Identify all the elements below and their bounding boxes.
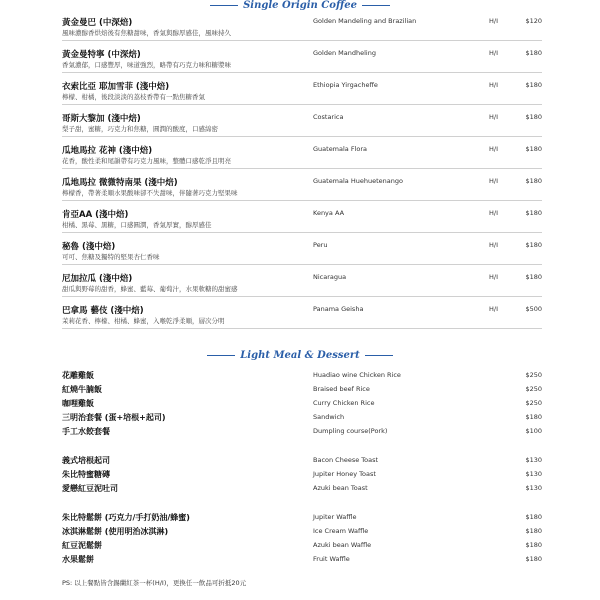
coffee-description: 檸檬香，帶著柔順水果酸味卻不失甜味，伴隨著巧克力堅果味: [62, 189, 238, 197]
footnote: PS: 以上餐點皆含錫蘭紅茶一杯(H/I)，更換任一飲品可折抵20元: [62, 579, 247, 587]
meal-price: $250: [525, 399, 542, 407]
meal-item: [62, 455, 542, 467]
coffee-english-name: Guatemala Flora: [313, 145, 368, 153]
meal-name: 義式培根起司: [62, 456, 110, 465]
meal-english-name: Fruit Waffle: [313, 555, 350, 563]
coffee-item: [62, 112, 542, 138]
row-divider: [62, 296, 542, 297]
meal-name: 三明治套餐 (蛋+培根+起司): [62, 413, 166, 422]
coffee-name: 巴拿馬 藝伎 (淺中焙): [62, 306, 144, 316]
meal-price: $180: [525, 413, 542, 421]
meal-item: [62, 426, 542, 438]
coffee-temp-option: H/I: [489, 241, 498, 249]
coffee-english-name: Nicaragua: [313, 273, 347, 281]
meal-item: [62, 412, 542, 424]
meal-name: 咖哩雞飯: [62, 399, 94, 408]
meal-english-name: Jupiter Honey Toast: [313, 470, 376, 478]
coffee-temp-option: H/I: [489, 81, 498, 89]
coffee-english-name: Guatemala Huehuetenango: [313, 177, 403, 185]
meal-name: 朱比特蜜糖磚: [62, 470, 110, 479]
coffee-english-name: Golden Mandeling and Brazilian: [313, 17, 417, 25]
coffee-english-name: Kenya AA: [313, 209, 345, 217]
row-divider: [62, 72, 542, 73]
coffee-description: 甜瓜與野莓的甜香，蜂蜜、藍莓、葡萄汁，水果軟糖的甜蜜感: [62, 285, 238, 293]
coffee-temp-option: H/I: [489, 177, 498, 185]
coffee-temp-option: H/I: [489, 113, 498, 121]
coffee-temp-option: H/I: [489, 49, 498, 57]
coffee-price: $180: [525, 177, 542, 185]
coffee-temp-option: H/I: [489, 305, 498, 313]
coffee-price: $500: [525, 305, 542, 313]
coffee-name: 瓜地馬拉 花神 (淺中焙): [62, 146, 153, 156]
row-divider: [62, 232, 542, 233]
meal-item: [62, 469, 542, 481]
meal-price: $130: [525, 470, 542, 478]
coffee-english-name: Costarica: [313, 113, 344, 121]
coffee-price: $180: [525, 241, 542, 249]
coffee-temp-option: H/I: [489, 273, 498, 281]
row-divider: [62, 328, 542, 329]
coffee-price: $180: [525, 81, 542, 89]
coffee-item: [62, 48, 542, 74]
coffee-description: 檸檬、柑橘，後段淡淡的荔枝香帶有一點焦糖香氣: [62, 93, 205, 101]
coffee-description: 風味濃醇香烘焙後有焦糖甜味，香氣與醇厚感佳，風味持久: [62, 29, 231, 37]
meal-item: [62, 384, 542, 396]
meal-price: $180: [525, 541, 542, 549]
coffee-description: 梨子甜，蜜糖，巧克力和焦糖，圓潤的酸度，口感綿密: [62, 125, 218, 133]
coffee-item: [62, 208, 542, 234]
meal-english-name: Azuki bean Toast: [313, 484, 368, 492]
coffee-description: 花香，酸性柔和尾韻帶有巧克力風味，整體口感乾淨且明亮: [62, 157, 231, 165]
coffee-name: 哥斯大黎加 (淺中焙): [62, 114, 141, 124]
coffee-description: 茉莉花香、檸檬、柑橘、蜂蜜，入喉乾淨柔順，層次分明: [62, 317, 225, 325]
coffee-description: 可可、焦糖及獨特的堅果杏仁香味: [62, 253, 160, 261]
coffee-item: [62, 240, 542, 266]
meal-english-name: Huadiao wine Chicken Rice: [313, 371, 401, 379]
row-divider: [62, 200, 542, 201]
meal-name: 紅燒牛腩飯: [62, 385, 102, 394]
coffee-price: $180: [525, 273, 542, 281]
row-divider: [62, 40, 542, 41]
meal-price: $130: [525, 456, 542, 464]
coffee-temp-option: H/I: [489, 145, 498, 153]
meal-price: $250: [525, 371, 542, 379]
meal-english-name: Azuki bean Waffle: [313, 541, 372, 549]
coffee-name: 黃金曼特寧 (中深焙): [62, 50, 141, 60]
title-rule-left: [207, 355, 235, 356]
coffee-name: 瓜地馬拉 微微特南果 (淺中焙): [62, 178, 178, 188]
meal-english-name: Braised beef Rice: [313, 385, 370, 393]
meal-price: $180: [525, 513, 542, 521]
row-divider: [62, 136, 542, 137]
coffee-item: [62, 304, 542, 330]
coffee-name: 尼加拉瓜 (淺中焙): [62, 274, 133, 284]
meal-name: 愛戀紅豆泥吐司: [62, 484, 118, 493]
meal-english-name: Ice Cream Waffle: [313, 527, 369, 535]
meal-english-name: Curry Chicken Rice: [313, 399, 375, 407]
row-divider: [62, 168, 542, 169]
meal-item: [62, 512, 542, 524]
coffee-item: [62, 176, 542, 202]
coffee-item: [62, 16, 542, 42]
coffee-name: 衣索比亞 耶加雪菲 (淺中焙): [62, 82, 170, 92]
meal-section-title: [0, 350, 600, 361]
meal-item: [62, 540, 542, 552]
meal-name: 紅豆泥鬆餅: [62, 541, 102, 550]
coffee-item: [62, 80, 542, 106]
meal-item: [62, 483, 542, 495]
row-divider: [62, 264, 542, 265]
title-rule-right: [365, 355, 393, 356]
meal-english-name: Bacon Cheese Toast: [313, 456, 379, 464]
meal-name: 冰淇淋鬆餅 (使用明治冰淇淋): [62, 527, 169, 536]
meal-item: [62, 370, 542, 382]
title-rule-right: [362, 5, 390, 6]
coffee-english-name: Golden Mandheling: [313, 49, 376, 57]
coffee-name: 黃金曼巴 (中深焙): [62, 18, 133, 28]
title-rule-left: [210, 5, 238, 6]
meal-name: 花雕雞飯: [62, 371, 94, 380]
row-divider: [62, 104, 542, 105]
coffee-price: $120: [525, 17, 542, 25]
meal-price: $250: [525, 385, 542, 393]
meal-item: [62, 398, 542, 410]
coffee-name: 肯亞AA (淺中焙): [62, 210, 129, 220]
coffee-item: [62, 272, 542, 298]
meal-item: [62, 554, 542, 566]
coffee-english-name: Peru: [313, 241, 328, 249]
meal-name: 朱比特鬆餅 (巧克力/手打奶油/蜂蜜): [62, 513, 190, 522]
coffee-section-title-text: Single Origin Coffee: [243, 0, 357, 11]
meal-name: 手工水餃套餐: [62, 427, 110, 436]
coffee-temp-option: H/I: [489, 17, 498, 25]
meal-section-title-text: Light Meal & Dessert: [240, 350, 360, 361]
meal-price: $100: [525, 427, 542, 435]
coffee-description: 香氣濃郁，口感豐厚，味道強烈，略帶有巧克力味和糖漿味: [62, 61, 231, 69]
coffee-name: 秘魯 (淺中焙): [62, 242, 116, 252]
meal-price: $130: [525, 484, 542, 492]
meal-price: $180: [525, 527, 542, 535]
meal-name: 水果鬆餅: [62, 555, 94, 564]
coffee-section-title: [0, 0, 600, 11]
meal-item: [62, 526, 542, 538]
coffee-english-name: Ethiopia Yirgacheffe: [313, 81, 378, 89]
meal-price: $180: [525, 555, 542, 563]
meal-english-name: Dumpling course(Pork): [313, 427, 388, 435]
coffee-price: $180: [525, 49, 542, 57]
coffee-item: [62, 144, 542, 170]
meal-english-name: Jupiter Waffle: [313, 513, 357, 521]
coffee-price: $180: [525, 145, 542, 153]
coffee-description: 柑橘、黑莓、黑糖，口感圓潤，香氣厚實，醇厚感佳: [62, 221, 212, 229]
coffee-price: $180: [525, 113, 542, 121]
meal-english-name: Sandwich: [313, 413, 345, 421]
coffee-price: $180: [525, 209, 542, 217]
coffee-temp-option: H/I: [489, 209, 498, 217]
coffee-english-name: Panama Geisha: [313, 305, 364, 313]
